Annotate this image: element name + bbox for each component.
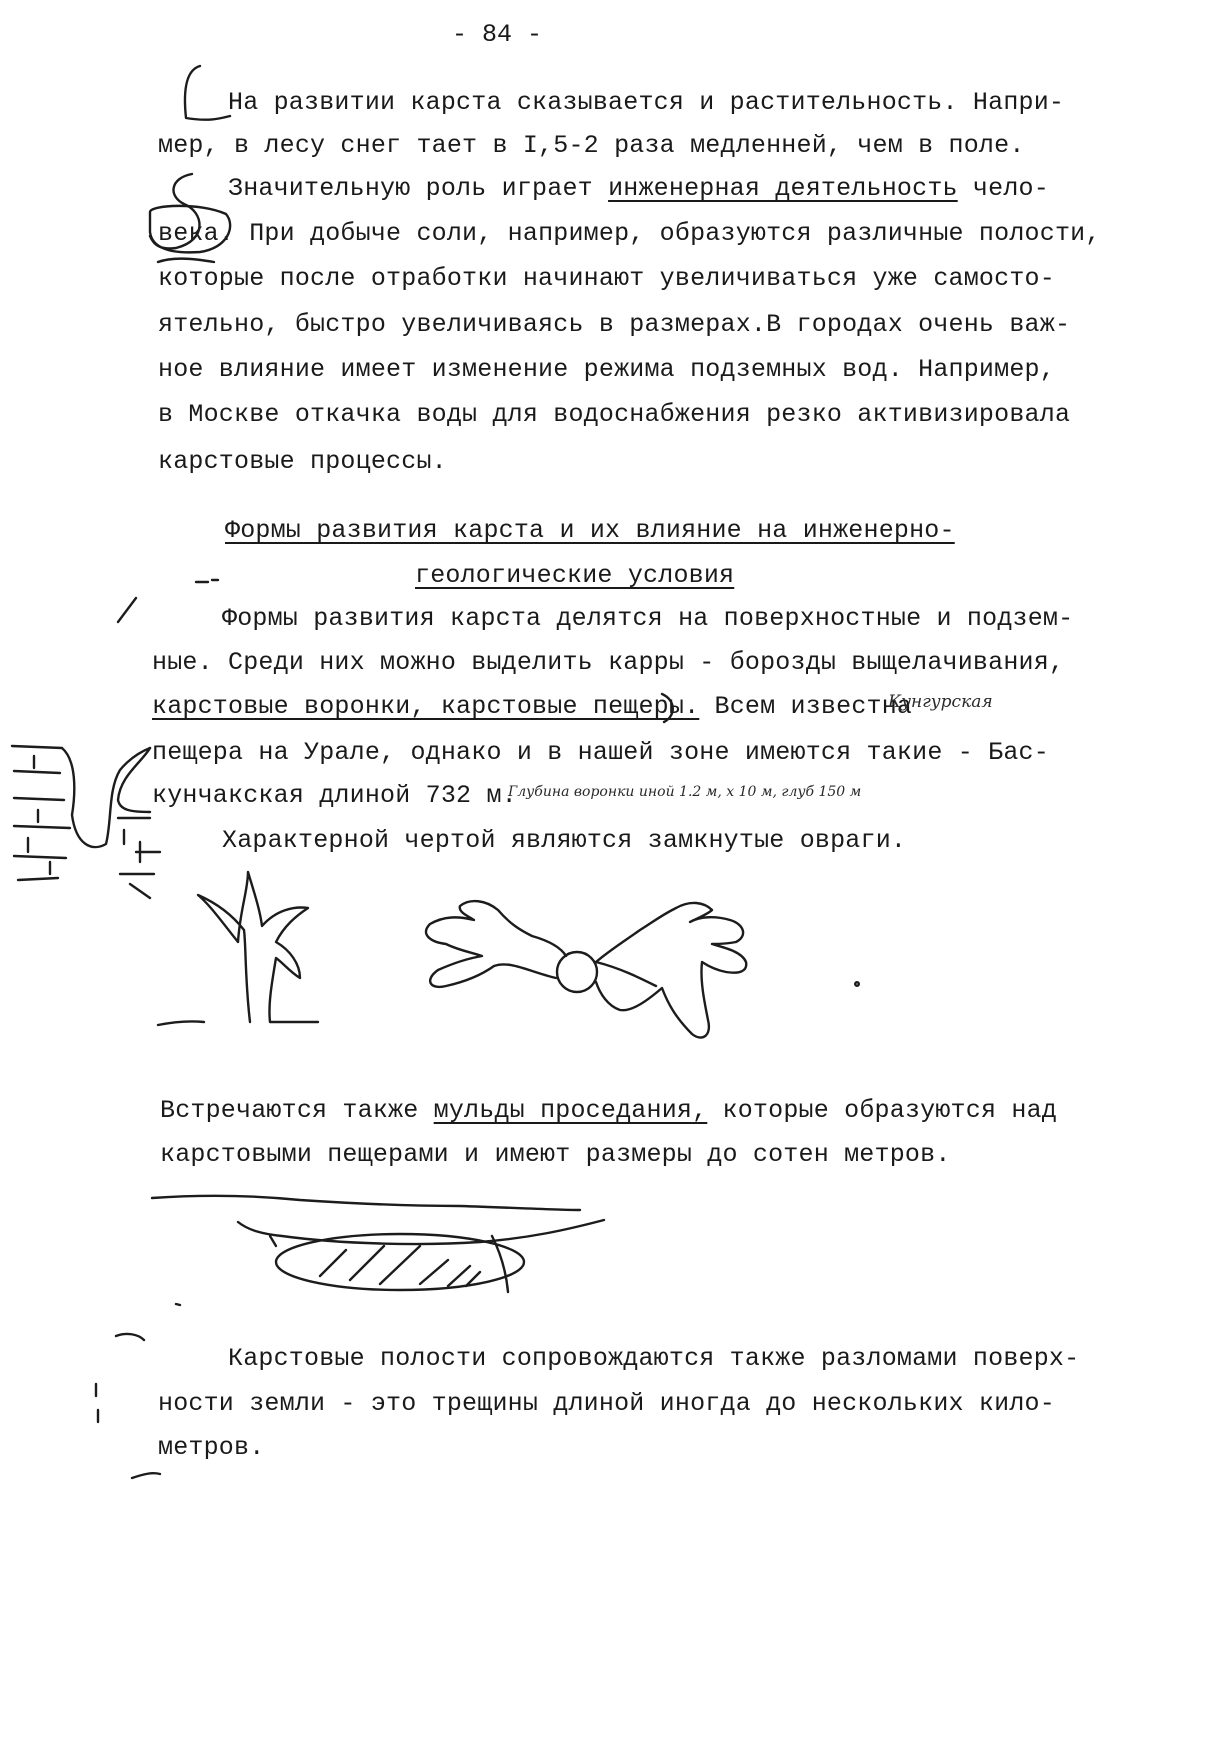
paragraph-5-line-1: Карстовые полости сопровождаются также разломами поверх-: [228, 1344, 1080, 1373]
section-heading-line-2: геологические условия: [415, 561, 735, 590]
paragraph-2-line-6: в Москве откачка воды для водоснабжения резко активизировала: [158, 400, 1071, 429]
underlined-term: инженерная деятельность: [608, 174, 958, 203]
paragraph-5-line-2: ности земли - это трещины длиной иногда до нескольких кило-: [158, 1389, 1055, 1418]
paragraph-5-line-3: метров.: [158, 1433, 265, 1462]
underlined-term: карстовые воронки, карстовые пещеры.: [152, 692, 700, 721]
paragraph-3-line-6: Характерной чертой являются замкнутые овраги.: [222, 826, 907, 855]
stray-mark: [118, 598, 136, 622]
stray-mark: [132, 1473, 160, 1478]
subsidence-trough-sketch: [152, 1196, 604, 1305]
paragraph-1-line-1: На развитии карста сказывается и растительность. Напри-: [228, 88, 1065, 117]
paragraph-2-line-1: [228, 174, 1049, 203]
gully-branch-sketch: [158, 872, 318, 1025]
handwritten-note-dimensions: Глубина воронки иной 1.2 м, х 10 м, глуб 150 м: [508, 784, 862, 800]
paragraph-4-line-2: карстовыми пещерами и имеют размеры до сотен метров.: [160, 1140, 951, 1169]
section-heading-line-1: Формы развития карста и их влияние на инженерно-: [225, 516, 955, 545]
closed-ravine-sketch: [426, 901, 859, 1037]
circled-word: века.: [158, 219, 235, 248]
stray-mark: [116, 1334, 144, 1340]
handwritten-note-kungurskaya: Кунгурская: [888, 692, 993, 712]
paragraph-2-line-2: [158, 219, 1101, 248]
paragraph-2-line-7: карстовые процессы.: [158, 447, 447, 476]
paragraph-3-line-3: [152, 692, 912, 721]
text-run: Значительную роль играет: [228, 174, 609, 203]
text-run: которые образуются над: [707, 1096, 1057, 1125]
underlined-term: мульды проседания,: [433, 1096, 708, 1125]
stray-mark: [96, 1384, 98, 1422]
margin-bracket-mark: [185, 66, 230, 120]
margin-cave-sketch: [12, 746, 160, 898]
paragraph-3-line-1: Формы развития карста делятся на поверхностные и подзем-: [222, 604, 1074, 633]
text-run: При добыче соли, например, образуются различные полости,: [234, 219, 1101, 248]
paragraph-1-line-2: мер, в лесу снег тает в I,5-2 раза медленней, чем в поле.: [158, 131, 1025, 160]
page-number: - 84 -: [452, 20, 543, 49]
paragraph-2-line-5: ное влияние имеет изменение режима подземных вод. Например,: [158, 355, 1055, 384]
text-run: Всем известна: [699, 692, 913, 721]
paragraph-3-line-2: ные. Среди них можно выделить карры - борозды выщелачивания,: [152, 648, 1065, 677]
paragraph-4-line-1: [160, 1096, 1057, 1125]
paragraph-3-line-5: кунчакская длиной 732 м.: [152, 781, 517, 810]
text-run: чело-: [957, 174, 1049, 203]
paragraph-2-line-4: ятельно, быстро увеличиваясь в размерах.В городах очень важ-: [158, 310, 1071, 339]
paragraph-3-line-4: пещера на Урале, однако и в нашей зоне имеются такие - Бас-: [152, 738, 1049, 767]
paragraph-2-line-3: которые после отработки начинают увеличиваться уже самосто-: [158, 264, 1055, 293]
stray-mark: [196, 580, 218, 582]
underline-stroke: [158, 259, 214, 262]
text-run: Встречаются также: [160, 1096, 434, 1125]
